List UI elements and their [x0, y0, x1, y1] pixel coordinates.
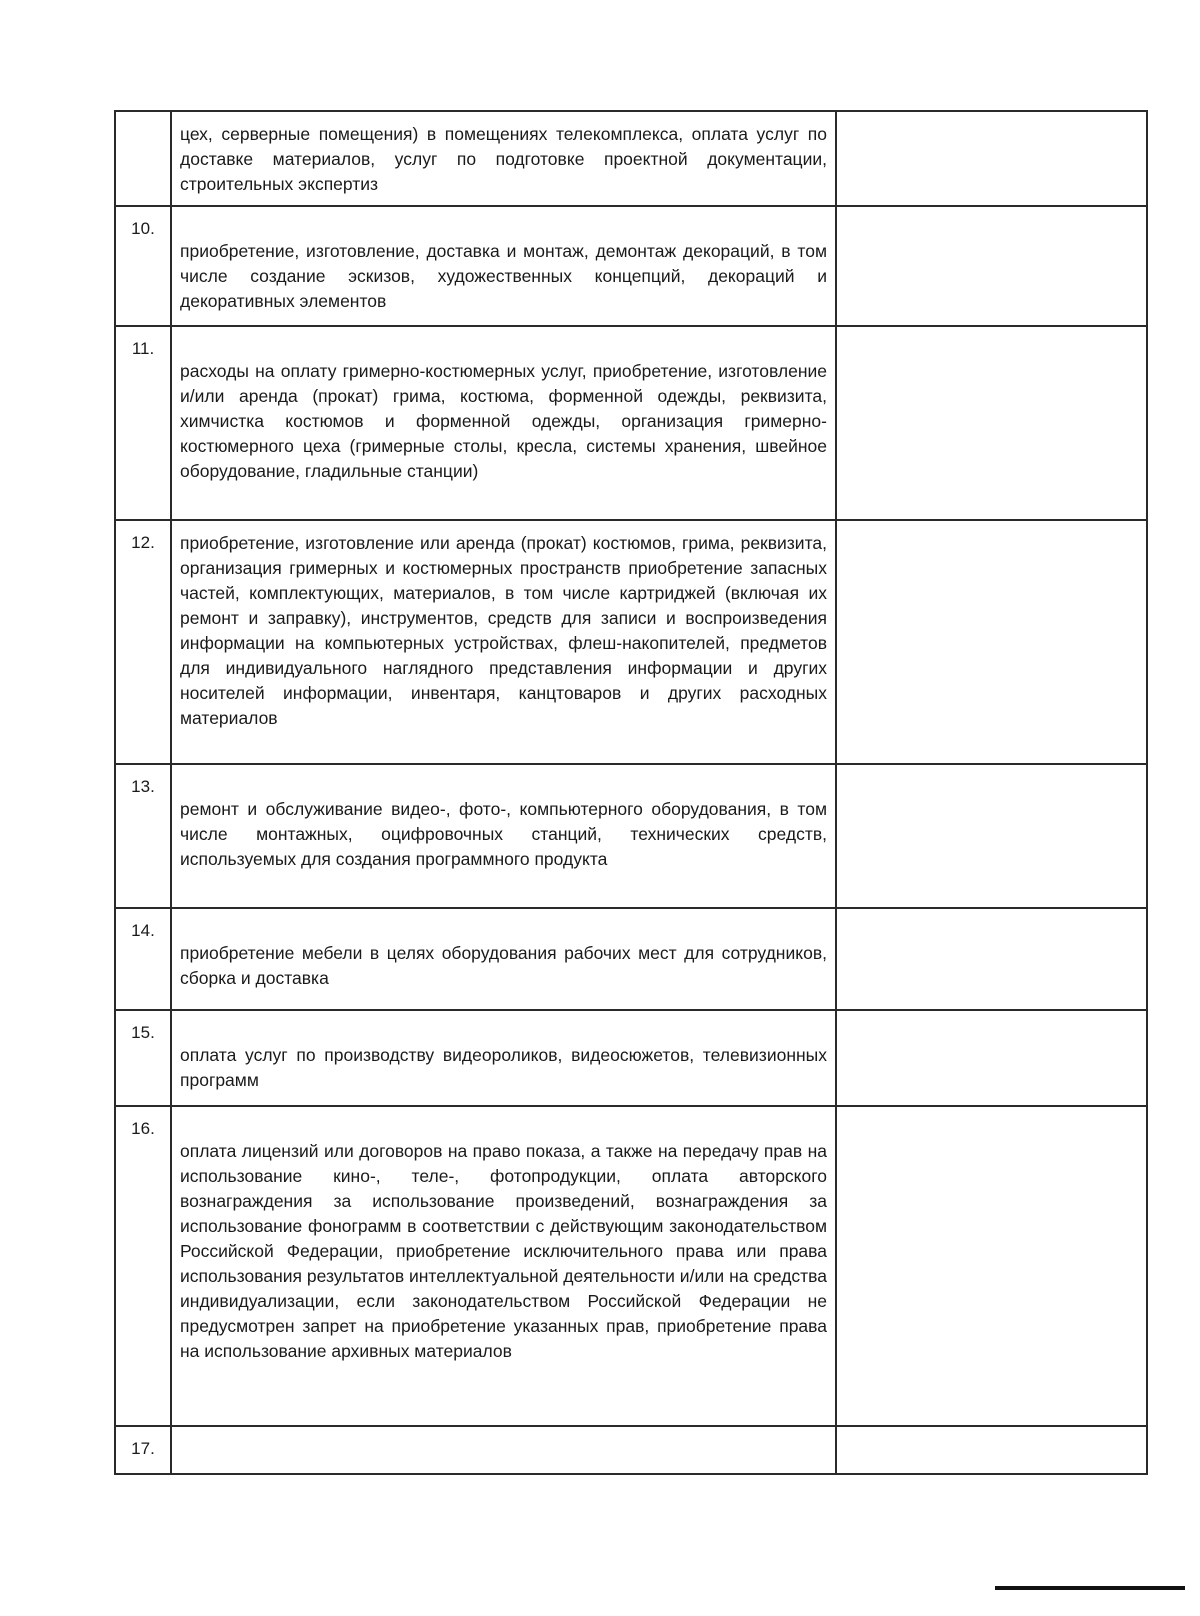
row-description [171, 764, 836, 908]
row-description [171, 326, 836, 520]
row-number: 15. [115, 1010, 171, 1106]
table-row [115, 520, 1147, 764]
expense-table [114, 110, 1148, 1475]
row-number: 17. [115, 1426, 171, 1474]
row-extra-cell [836, 908, 1147, 1010]
row-description [171, 111, 836, 206]
row-extra-cell [836, 206, 1147, 326]
row-extra-cell [836, 1010, 1147, 1106]
table-row [115, 326, 1147, 520]
row-description [171, 206, 836, 326]
row-description [171, 1106, 836, 1426]
row-number: 11. [115, 326, 171, 520]
table-row [115, 764, 1147, 908]
row-description-text: оплата лицензий или договоров на право показа, а также на передачу прав на использование кино-, теле-, фотопродукции, оплата авторского вознаграждения за использование произведений, вознаграждения за использование фонограмм в соответствии с действующим законодательством Российской Федерации, приобретение исключительного права или права использования результатов интеллектуальной деятельности и/или на средства индивидуализации, если законодательством Российской Федерации не предусмотрен запрет на приобретение указанных прав, приобретение права на использование архивных материалов [180, 1141, 827, 1361]
row-description-text: приобретение, изготовление, доставка и монтаж, демонтаж декораций, в том числе создание эскизов, художественных концепций, декораций и декоративных элементов [180, 241, 827, 311]
row-number: 12. [115, 520, 171, 764]
row-extra-cell [836, 111, 1147, 206]
table-row [115, 1106, 1147, 1426]
row-description [171, 1426, 836, 1474]
row-description-text: цех, серверные помещения) в помещениях телекомплекса, оплата услуг по доставке материалов, услуг по подготовке проектной документации, строительных экспертиз [180, 124, 827, 194]
row-extra-cell [836, 764, 1147, 908]
row-description [171, 908, 836, 1010]
row-number [115, 111, 171, 206]
table-row [115, 1010, 1147, 1106]
signature-line [995, 1586, 1185, 1590]
table-row [115, 111, 1147, 206]
row-description-text: оплата услуг по производству видеороликов, видеосюжетов, телевизионных программ [180, 1045, 827, 1090]
table-row [115, 206, 1147, 326]
row-extra-cell [836, 1426, 1147, 1474]
row-number: 13. [115, 764, 171, 908]
row-description [171, 520, 836, 764]
row-number: 16. [115, 1106, 171, 1426]
row-description [171, 1010, 836, 1106]
row-extra-cell [836, 520, 1147, 764]
row-number: 10. [115, 206, 171, 326]
row-extra-cell [836, 1106, 1147, 1426]
row-description-text: приобретение, изготовление или аренда (прокат) костюмов, грима, реквизита, организация гримерных и костюмерных пространств приобретение запасных частей, комплектующих, материалов, в том числе картриджей (включая их ремонт и заправку), инструментов, средств для записи и воспроизведения информации на компьютерных устройствах, флеш-накопителей, предметов для индивидуального наглядного представления информации и других носителей информации, инвентаря, канцтоваров и других расходных материалов [180, 533, 827, 728]
table-row [115, 908, 1147, 1010]
row-number: 14. [115, 908, 171, 1010]
row-extra-cell [836, 326, 1147, 520]
row-description-text: ремонт и обслуживание видео-, фото-, компьютерного оборудования, в том числе монтажных, оцифровочных станций, технических средств, используемых для создания программного продукта [180, 799, 827, 869]
row-description-text: расходы на оплату гримерно-костюмерных услуг, приобретение, изготовление и/или аренда (прокат) грима, костюма, форменной одежды, реквизита, химчистка костюмов и форменной одежды, организация гримерно-костюмерного цеха (гримерные столы, кресла, системы хранения, швейное оборудование, гладильные станции) [180, 361, 827, 481]
table-row [115, 1426, 1147, 1474]
row-description-text: приобретение мебели в целях оборудования рабочих мест для сотрудников, сборка и доставка [180, 943, 827, 988]
